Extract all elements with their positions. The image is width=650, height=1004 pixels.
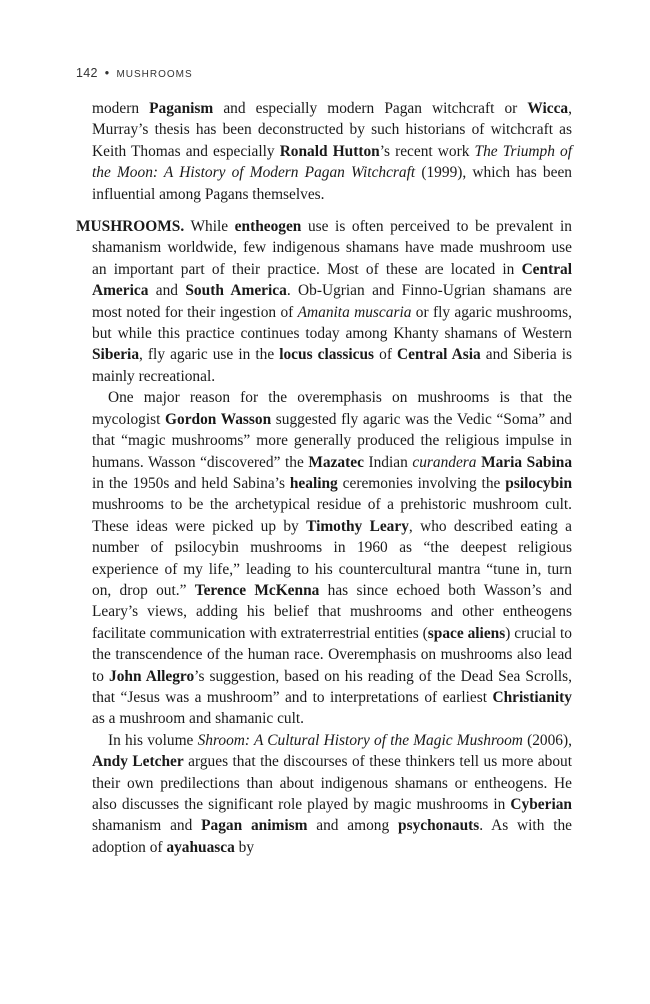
- text-run: , fly agaric use in the: [139, 346, 280, 364]
- body-text: [76, 98, 572, 858]
- italic-title: Shroom: A Cultural History of the Magic Mushroom: [197, 731, 523, 749]
- text-run: ’s suggestion, based on his reading of the Dead Sea Scrolls, that “Jesus was a mushroom” and to interpretations of earliest: [92, 667, 572, 706]
- bold-term: Maria Sabina: [481, 453, 573, 471]
- text-run: shamanism and: [92, 817, 202, 835]
- bold-term: Central Asia: [397, 346, 481, 364]
- running-head: [76, 66, 193, 80]
- text-run: use is often perceived to be prevalent in shamanism worldwide, few indigenous shamans have made mushroom use an important part of their practice. Most of these are located in: [92, 218, 572, 278]
- italic-title: Amanita muscaria: [297, 303, 412, 321]
- bold-term: Cyberian: [510, 796, 572, 813]
- bold-term: psilocybin: [505, 474, 572, 492]
- bold-term: Pagan animism: [201, 817, 308, 835]
- text-run: (1999), which has been influential among Pagans themselves.: [92, 164, 572, 203]
- italic-title: The Triumph of the Moon: A History of Modern Pagan Witchcraft: [92, 142, 572, 182]
- text-run: and: [148, 282, 186, 300]
- text-run: suggested fly agaric was the Vedic “Soma” and that “magic mushrooms” more generally produced the religious impulse in humans. Wasson “discovered” the: [92, 410, 573, 471]
- bold-term: Gordon Wasson: [165, 410, 272, 428]
- bold-term: John Allegro: [109, 667, 195, 685]
- text-run: mushrooms to be the archetypical residue of a prehistoric mushroom cult. These ideas were picked up by: [92, 496, 572, 535]
- bold-term: locus classicus: [279, 346, 375, 364]
- bold-term: Wicca: [527, 100, 569, 117]
- text-run: or fly agaric mushrooms, but while this practice continues today among Khanty shamans of Western: [92, 303, 572, 343]
- bold-term: Siberia: [92, 346, 140, 364]
- text-run: ’s recent work: [379, 142, 475, 160]
- bold-term: Andy Letcher: [92, 753, 184, 771]
- text-run: and among: [307, 817, 399, 835]
- bold-term: Christianity: [492, 688, 572, 706]
- paragraph-shroom: [76, 730, 572, 858]
- text-run: While: [184, 218, 235, 236]
- text-run: and especially modern Pagan witchcraft or: [213, 100, 528, 117]
- text-run: of: [374, 346, 397, 364]
- paragraph-continuation: [76, 98, 572, 205]
- text-run: Indian: [363, 453, 413, 471]
- bold-term: Ronald Hutton: [279, 142, 380, 160]
- paragraph-overemphasis: [76, 387, 572, 730]
- bold-term: Paganism: [149, 100, 214, 117]
- italic-title: curandera: [412, 453, 477, 471]
- text-run: ceremonies involving the: [337, 474, 506, 492]
- bold-term: entheogen: [234, 218, 302, 236]
- text-run: in the 1950s and held Sabina’s: [92, 474, 290, 492]
- text-run: argues that the discourses of these thinkers tell us more about their own predilections than about indigenous shamans or entheogens. He also discusses the significant role played by magic mushrooms in: [92, 753, 572, 813]
- page-number: 142: [76, 66, 98, 80]
- text-run: , who described eating a number of psilocybin mushrooms in 1960 as “the deepest religious experience of my life,” leading to his countercultural mantra “tune in, turn on, drop out.”: [92, 517, 572, 599]
- text-run: In his volume: [108, 731, 198, 749]
- bold-term: South America: [185, 282, 287, 300]
- text-run: and Siberia is mainly recreational.: [92, 346, 572, 385]
- bold-term: Timothy Leary: [306, 517, 409, 535]
- text-run: . As with the adoption of: [92, 817, 573, 856]
- bold-term: ayahuasca: [166, 838, 235, 856]
- text-run: has since echoed both Wasson’s and Leary’s views, adding his belief that mushrooms and other entheogens facilitate communication with extraterrestrial entities (: [92, 581, 572, 642]
- bold-term: psychonauts: [398, 817, 480, 835]
- bold-term: Mazatec: [308, 453, 364, 471]
- text-run: modern: [92, 100, 150, 117]
- section-title: MUSHROOMS: [116, 69, 193, 80]
- text-run: ) crucial to the transcendence of the human race. Overemphasis on mushrooms also lead to: [92, 624, 572, 685]
- text-run: by: [234, 838, 255, 856]
- text-run: One major reason for the overemphasis on mushrooms is that the mycologist: [92, 389, 572, 428]
- bold-term: space aliens: [427, 624, 506, 642]
- bold-term: Central America: [92, 260, 572, 300]
- text-run: (2006),: [522, 731, 572, 749]
- text-run: , Murray’s thesis has been deconstructed by such historians of witchcraft as Keith Thomas and especially: [92, 100, 572, 160]
- text-run: . Ob-Ugrian and Finno-Ugrian shamans are most noted for their ingestion of: [92, 282, 572, 321]
- bold-term: MUSHROOMS.: [76, 218, 185, 236]
- bold-term: healing: [289, 474, 338, 492]
- text-run: as a mushroom and shamanic cult.: [92, 710, 304, 728]
- entry-mushrooms: [76, 216, 572, 387]
- header-bullet: •: [104, 66, 110, 80]
- bold-term: Terence McKenna: [194, 581, 320, 599]
